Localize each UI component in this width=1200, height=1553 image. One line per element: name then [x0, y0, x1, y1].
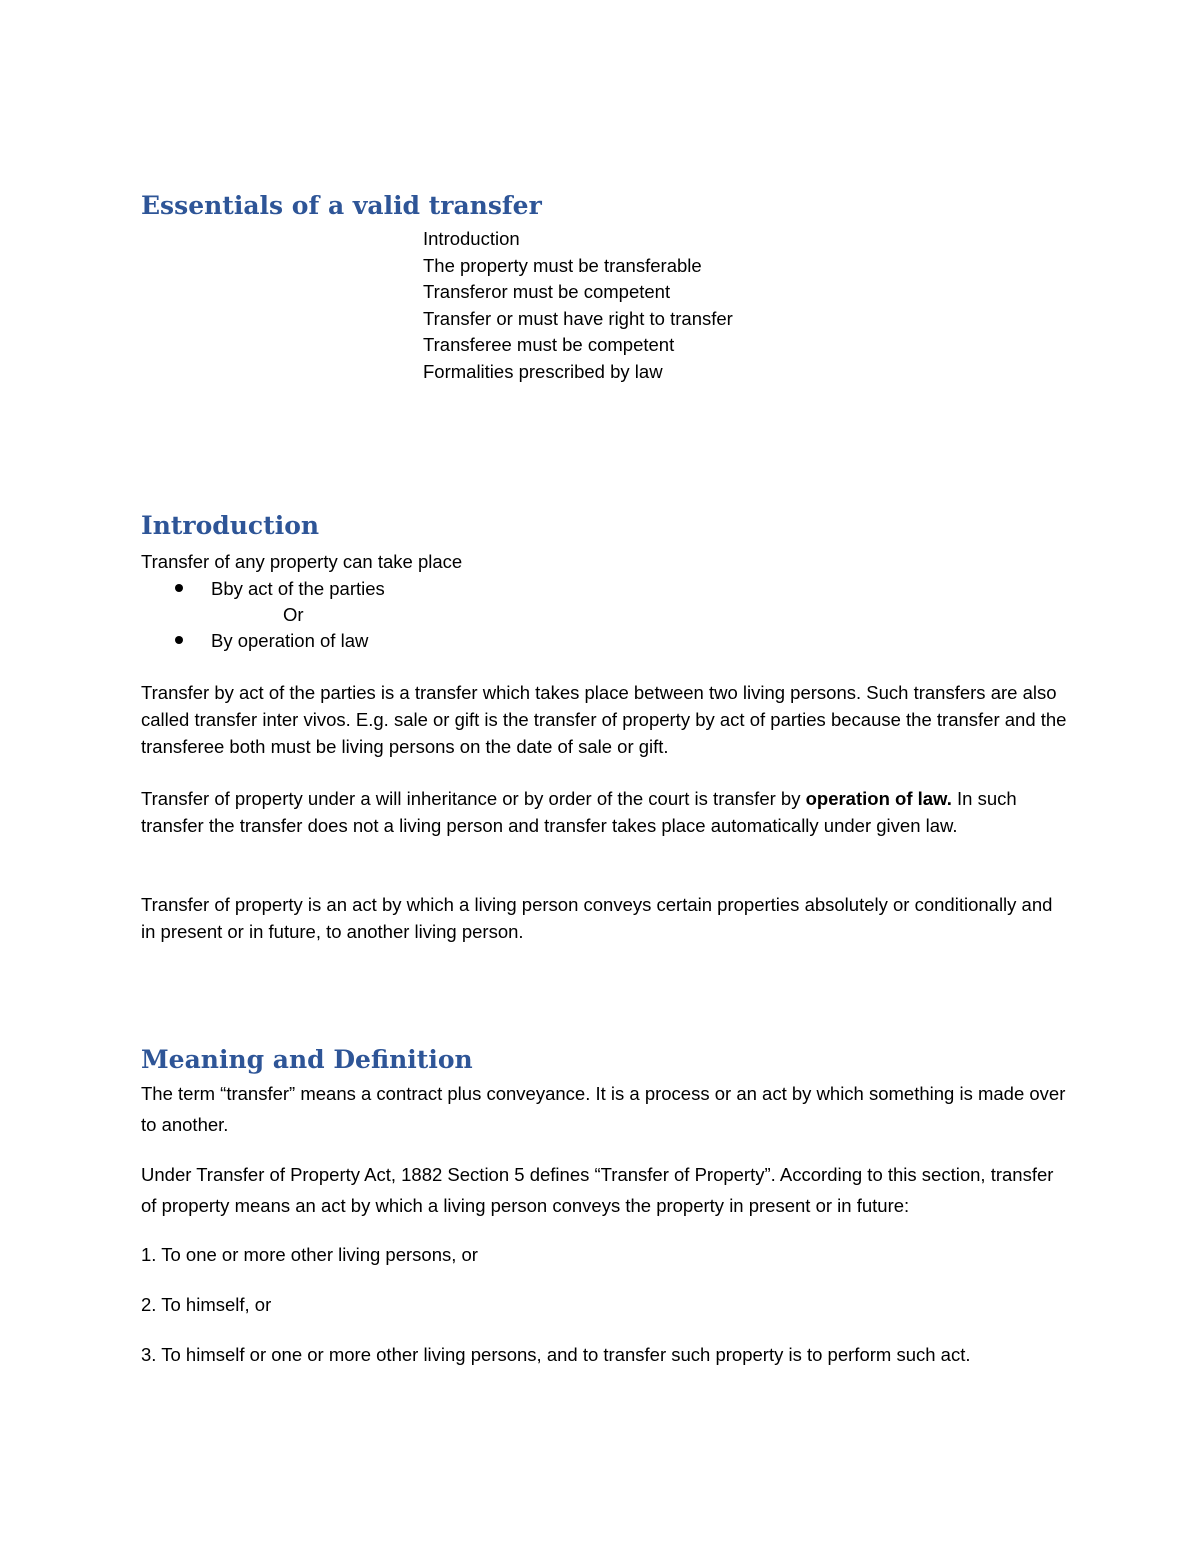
introduction-heading: Introduction: [141, 511, 320, 540]
essentials-heading: Essentials of a valid transfer: [141, 191, 542, 220]
item-text: To himself or one or more other living persons, and to transfer such property is to perform such act.: [156, 1344, 971, 1365]
bullet-item: Bby act of the parties: [211, 578, 385, 599]
numbered-item: [141, 1291, 271, 1318]
item-number: 1.: [141, 1244, 157, 1265]
meaning-heading: Meaning and Definition: [141, 1045, 473, 1074]
item-text: To one or more other living persons, or: [156, 1244, 478, 1265]
item-number: 2.: [141, 1294, 157, 1315]
essentials-item: Transfer or must have right to transfer: [423, 307, 733, 329]
essentials-list: [423, 226, 733, 386]
introduction-paragraph: [141, 785, 1071, 839]
numbered-item: [141, 1241, 478, 1268]
or-text: Or: [283, 604, 304, 625]
meaning-paragraph: Under Transfer of Property Act, 1882 Section 5 defines “Transfer of Property”. According to this section, transfer of property means an act by which a living person conveys the property in present or in future:: [141, 1164, 1054, 1216]
essentials-item: Formalities prescribed by law: [423, 360, 663, 382]
paragraph-text: In such transfer the transfer does not a living person and transfer takes place automatically under given law.: [141, 788, 1017, 836]
introduction-lead: Transfer of any property can take place: [141, 551, 463, 572]
item-text: To himself, or: [156, 1294, 272, 1315]
paragraph-bold-text: operation of law.: [805, 788, 952, 809]
bullet-icon: [175, 636, 183, 644]
essentials-item: Introduction: [423, 228, 520, 249]
bullet-icon: [175, 584, 183, 592]
essentials-item: Transferor must be competent: [423, 281, 671, 303]
introduction-paragraph: Transfer by act of the parties is a transfer which takes place between two living persons. Such transfers are also called transfer inter vivos. E.g. sale or gift is the transfer of property by act of parties because the transfer and the transferee both must be living persons on the date of sale or gift.: [141, 682, 1067, 757]
essentials-item: The property must be transferable: [423, 254, 702, 276]
meaning-paragraph: The term “transfer” means a contract plus conveyance. It is a process or an act by which something is made over to another.: [141, 1083, 1066, 1135]
numbered-item: [141, 1341, 970, 1368]
item-number: 3.: [141, 1344, 157, 1365]
introduction-paragraph: Transfer of property is an act by which a living person conveys certain properties absolutely or conditionally and in present or in future, to another living person.: [141, 894, 1053, 942]
bullet-item: By operation of law: [211, 630, 369, 651]
paragraph-text: Transfer of property under a will inheritance or by order of the court is transfer by: [141, 788, 806, 809]
essentials-item: Transferee must be competent: [423, 334, 675, 356]
